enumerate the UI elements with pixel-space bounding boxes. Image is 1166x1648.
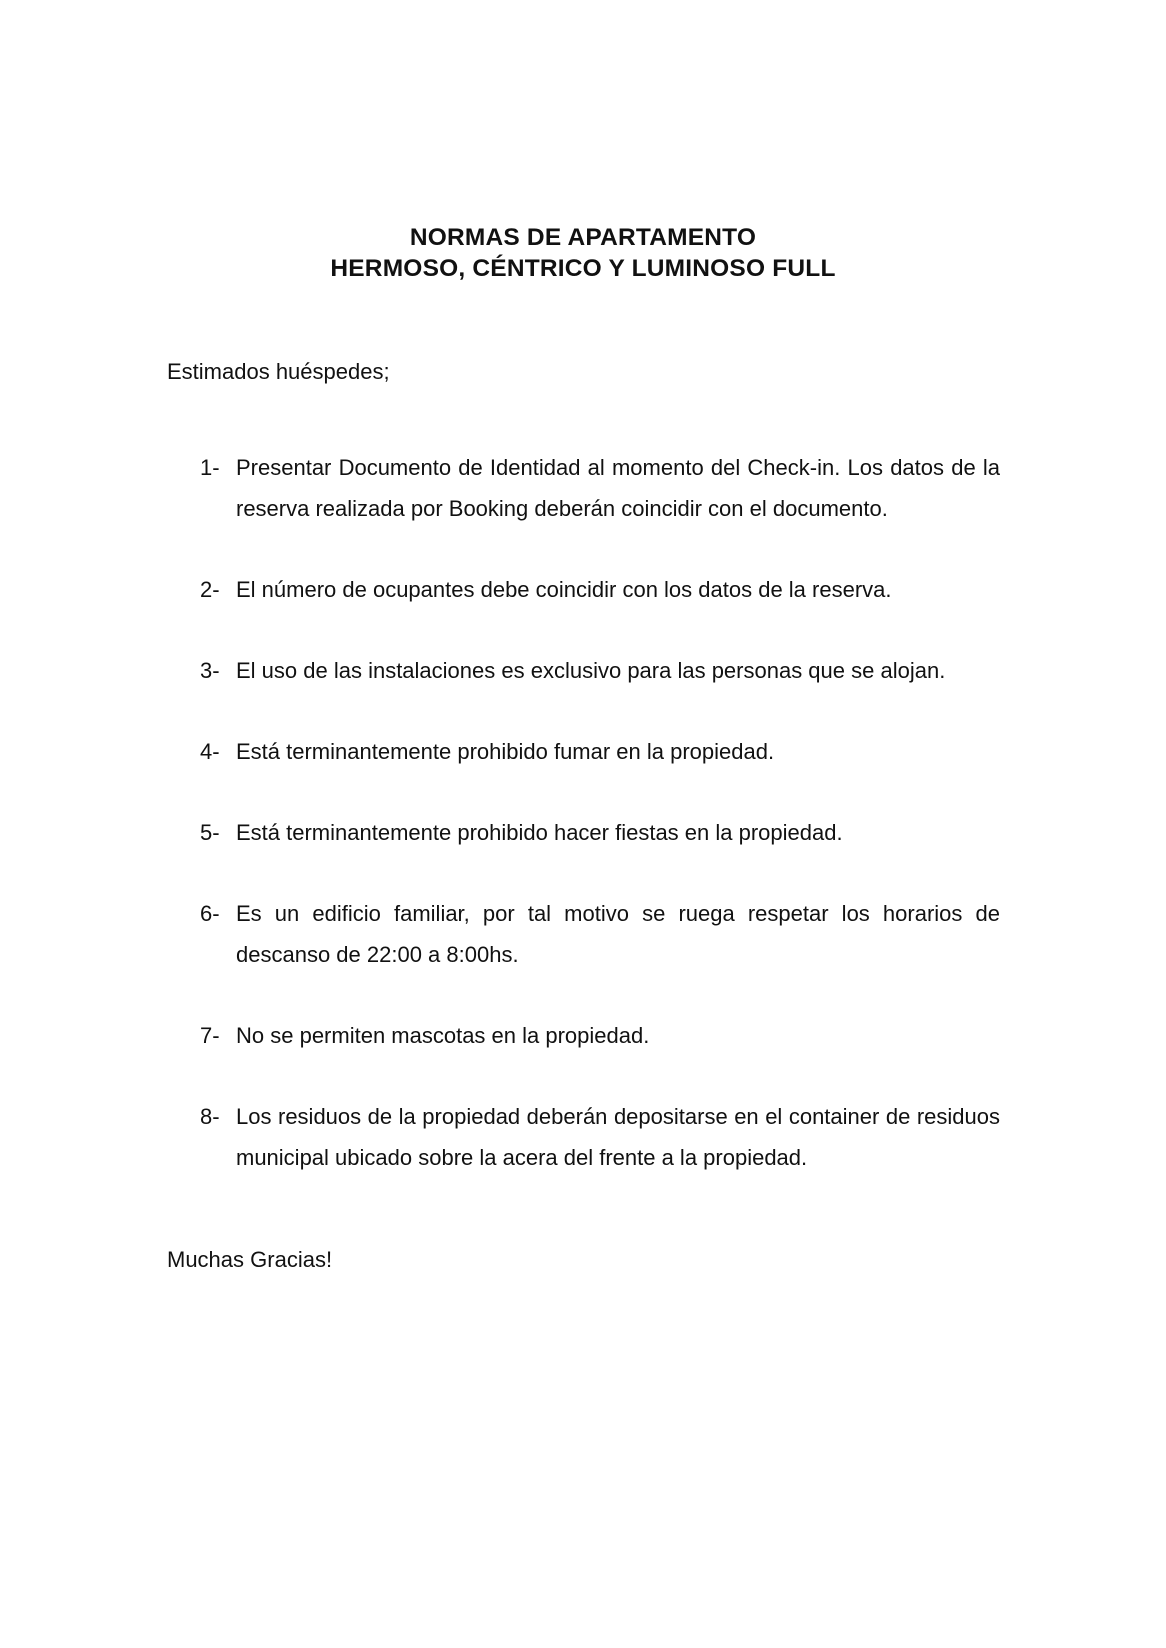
rule-number: 2- [200, 577, 220, 602]
rule-number: 4- [200, 739, 220, 764]
rule-item [200, 731, 1000, 772]
rules-list [200, 447, 1000, 1218]
rule-number: 7- [200, 1023, 220, 1048]
rule-item [200, 650, 1000, 691]
title-line-2: HERMOSO, CÉNTRICO Y LUMINOSO FULL [330, 255, 836, 282]
rule-number: 3- [200, 658, 220, 683]
rule-text: Presentar Documento de Identidad al momento del Check-in. Los datos de la reserva realizada por Booking deberán coincidir con el documento. [236, 455, 1000, 521]
rule-item [200, 1096, 1000, 1178]
rule-number: 5- [200, 820, 220, 845]
rule-item [200, 812, 1000, 853]
rule-number: 6- [200, 901, 220, 926]
rule-text: El número de ocupantes debe coincidir con los datos de la reserva. [236, 577, 892, 602]
document-title [0, 222, 1166, 284]
rule-text: No se permiten mascotas en la propiedad. [236, 1023, 650, 1048]
rule-text: Es un edificio familiar, por tal motivo se ruega respetar los horarios de descanso de 22:00 a 8:00hs. [236, 901, 1000, 967]
rule-number: 8- [200, 1104, 220, 1129]
rule-text: Está terminantemente prohibido hacer fiestas en la propiedad. [236, 820, 843, 845]
rule-item [200, 569, 1000, 610]
rule-number: 1- [200, 455, 220, 480]
rule-text: Está terminantemente prohibido fumar en la propiedad. [236, 739, 775, 764]
title-line-1: NORMAS DE APARTAMENTO [409, 224, 757, 251]
greeting: Estimados huéspedes; [167, 359, 390, 384]
rule-item [200, 1015, 1000, 1056]
closing: Muchas Gracias! [167, 1247, 333, 1272]
rule-text: El uso de las instalaciones es exclusivo para las personas que se alojan. [236, 658, 946, 683]
rule-text: Los residuos de la propiedad deberán depositarse en el container de residuos municipal ubicado sobre la acera del frente a la propiedad. [236, 1104, 1000, 1170]
rule-item [200, 893, 1000, 975]
rule-item [200, 447, 1000, 529]
